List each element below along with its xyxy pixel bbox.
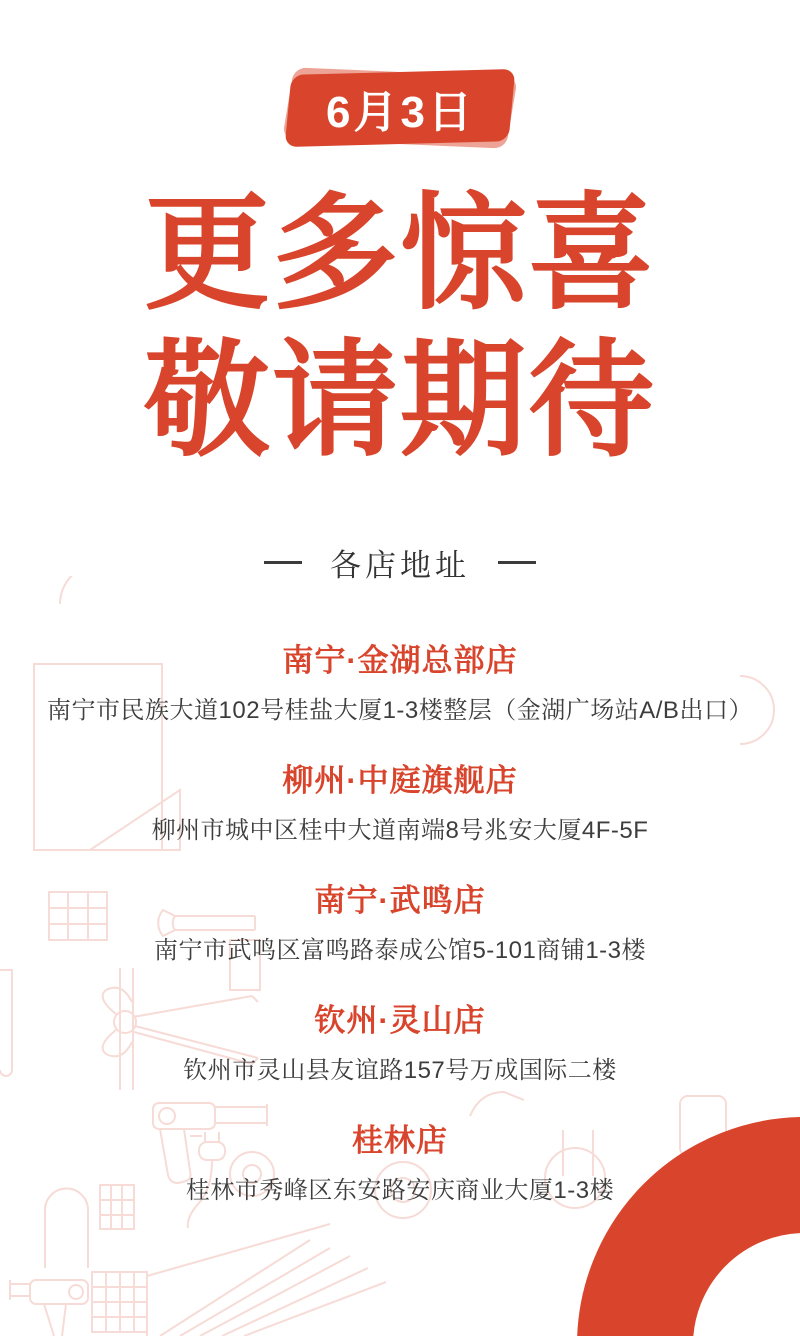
- list-item: [0, 630, 800, 750]
- list-item: [0, 1110, 800, 1230]
- store-name: 桂林店: [352, 1123, 448, 1158]
- list-item: [0, 750, 800, 870]
- store-name: 柳州·中庭旗舰店: [282, 763, 518, 798]
- headline-line2: 敬请期待: [144, 330, 656, 472]
- store-address: 南宁市民族大道102号桂盐大厦1-3楼整层（金湖广场站A/B出口）: [47, 697, 753, 724]
- store-address: 钦州市灵山县友谊路157号万成国际二楼: [183, 1057, 617, 1084]
- store-address: 南宁市武鸣区富鸣路泰成公馆5-101商铺1-3楼: [153, 937, 647, 964]
- section-divider: [0, 540, 800, 585]
- store-list: [0, 630, 800, 1230]
- list-item: [0, 870, 800, 990]
- list-item: [0, 990, 800, 1110]
- store-address: 柳州市城中区桂中大道南端8号兆安大厦4F-5F: [151, 817, 649, 844]
- date-badge-label: 6月3日: [325, 88, 475, 138]
- section-heading: 各店地址: [330, 548, 470, 583]
- store-name: 南宁·金湖总部店: [282, 643, 518, 678]
- store-name: 南宁·武鸣店: [314, 883, 486, 918]
- divider-dash-right: [498, 561, 536, 564]
- divider-dash-left: [264, 561, 302, 564]
- store-address: 桂林市秀峰区东安路安庆商业大厦1-3楼: [185, 1177, 615, 1204]
- headline-line1: 更多惊喜: [144, 183, 656, 324]
- date-badge-plate: [285, 69, 516, 147]
- headline: [0, 180, 800, 475]
- date-badge: [288, 72, 512, 144]
- store-name: 钦州·灵山店: [314, 1003, 486, 1038]
